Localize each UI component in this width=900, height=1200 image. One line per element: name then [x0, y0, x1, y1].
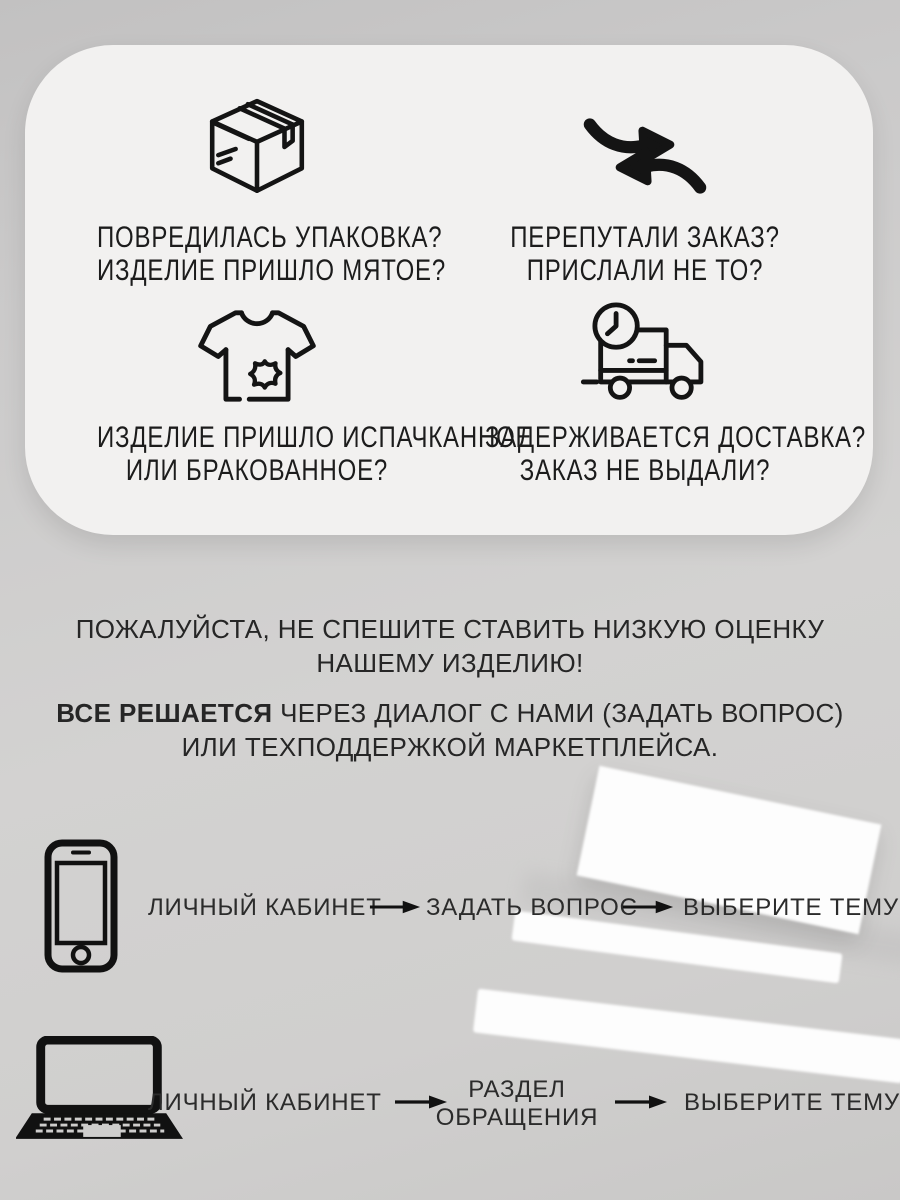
- plea-text: [0, 612, 900, 680]
- solution-bold: ВСЕ РЕШАЕТСЯ: [56, 698, 273, 728]
- plea-line-2: НАШЕМУ ИЗДЕЛИЮ!: [316, 648, 584, 678]
- step-label-personal-account: ЛИЧНЫЙ КАБИНЕТ: [148, 894, 382, 921]
- solution-line-2: ИЛИ ТЕХПОДДЕРЖКОЙ МАРКЕТПЛЕЙСА.: [181, 732, 719, 762]
- solution-text: [0, 696, 900, 764]
- issue-item-wrong-order: [445, 73, 845, 287]
- step-label-personal-account: ЛИЧНЫЙ КАБИНЕТ: [148, 1089, 382, 1116]
- issue-question-line: ПЕРЕПУТАЛИ ЗАКАЗ?: [510, 221, 780, 254]
- issue-question-line: ЗАДЕРЖИВАЕТСЯ ДОСТАВКА?: [485, 421, 867, 454]
- step-label-ask-question: ЗАДАТЬ ВОПРОС: [426, 894, 638, 921]
- issue-question-line: ПРИСЛАЛИ НЕ ТО?: [526, 254, 764, 287]
- step-label-choose-topic: ВЫБЕРИТЕ ТЕМУ: [684, 1089, 900, 1116]
- info-card: [25, 45, 873, 535]
- plea-line-1: ПОЖАЛУЙСТА, НЕ СПЕШИТЕ СТАВИТЬ НИЗКУЮ ОЦЕНКУ: [75, 614, 825, 644]
- issue-question-line: ИЗДЕЛИЕ ПРИШЛО МЯТОЕ?: [97, 254, 447, 287]
- solution-rest: ЧЕРЕЗ ДИАЛОГ С НАМИ (ЗАДАТЬ ВОПРОС): [272, 698, 844, 728]
- flow-arrow-icon: [612, 1094, 670, 1110]
- step-label-choose-topic: ВЫБЕРИТЕ ТЕМУ: [683, 894, 899, 921]
- flow-arrow-icon: [621, 899, 675, 915]
- flow-arrow-icon: [368, 899, 422, 915]
- issue-item-damaged-package: [57, 73, 457, 287]
- issue-question-line: ИЗДЕЛИЕ ПРИШЛО ИСПАЧКАННОЕ: [97, 421, 533, 454]
- paper-sheet: [473, 989, 900, 1084]
- issue-item-delivery-delay: [445, 297, 867, 487]
- swap-arrows-icon: [445, 73, 845, 205]
- tshirt-stain-icon: [57, 297, 457, 407]
- smartphone-icon: [43, 838, 119, 974]
- issue-question-line: ИЛИ БРАКОВАННОЕ?: [125, 454, 389, 487]
- issue-question-line: ЗАКАЗ НЕ ВЫДАЛИ?: [519, 454, 771, 487]
- issue-item-stained: [57, 297, 533, 487]
- issue-question-line: ПОВРЕДИЛАСЬ УПАКОВКА?: [97, 221, 443, 254]
- solution-line-1: [0, 696, 900, 730]
- delivery-truck-icon: [445, 297, 845, 407]
- package-icon: [57, 73, 457, 205]
- step-label-requests-section: РАЗДЕЛ ОБРАЩЕНИЯ: [435, 1076, 599, 1131]
